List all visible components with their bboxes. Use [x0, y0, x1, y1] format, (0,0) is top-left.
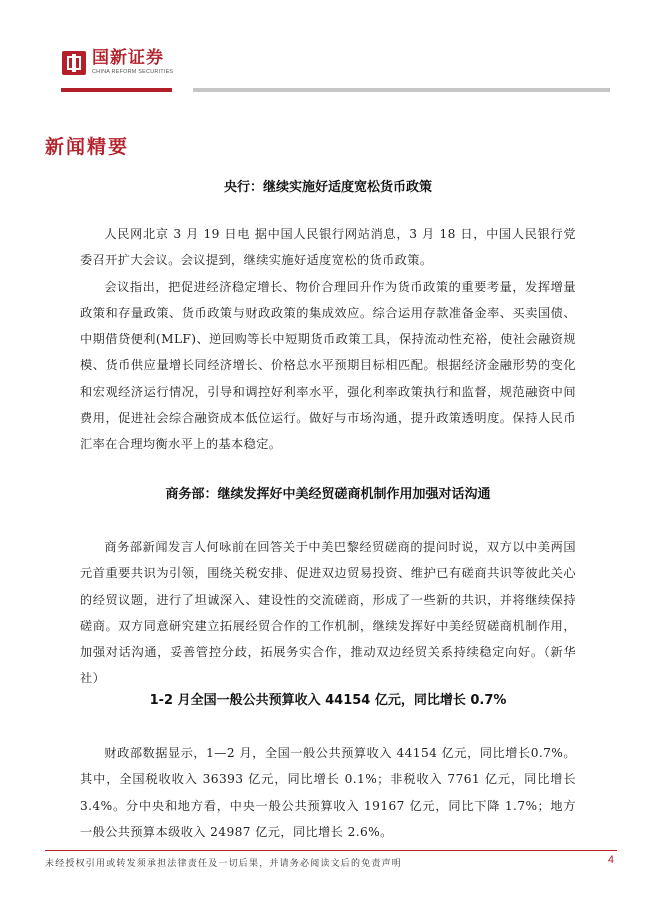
logo-mark-icon — [62, 51, 86, 75]
header-divider-red — [61, 88, 172, 92]
page-header — [0, 0, 662, 100]
news-article — [80, 484, 576, 692]
brand-logo — [62, 50, 173, 76]
header-divider-gray — [193, 88, 610, 92]
article-title: 1-2 月全国一般公共预算收入 44154 亿元，同比增长 0.7% — [149, 693, 507, 708]
article-title: 商务部：继续发挥好中美经贸磋商机制作用加强对话沟通 — [165, 487, 491, 502]
article-title: 央行：继续实施好适度宽松货币政策 — [223, 180, 432, 195]
article-paragraph: 财政部数据显示，1—2 月，全国一般公共预算收入 44154 亿元，同比增长0.7%。其中，全国税收收入 36393 亿元，同比增长 0.1%；非税收入 7761 亿元，同比增长 3.4%。分中央和地方看，中央一般公共预算收入 19167 亿元，同比下降 1.7%；地方一般公共预算本级收入 24987 亿元，同比增长 2.6%。 — [80, 746, 576, 839]
section-title: 新闻精要 — [45, 136, 130, 158]
footer-divider — [45, 850, 617, 851]
article-paragraph: 人民网北京 3 月 19 日电 据中国人民银行网站消息，3 月 18 日，中国人民银行党委召开扩大会议。会议提到，继续实施好适度宽松的货币政策。 — [80, 227, 576, 268]
article-paragraph: 商务部新闻发言人何咏前在回答关于中美巴黎经贸磋商的提问时说，双方以中美两国元首重要共识为引领，围绕关税安排、促进双边贸易投资、维护已有磋商共识等彼此关心的经贸议题，进行了坦诚深入、建设性的交流磋商，形成了一些新的共识，并将继续保持磋商。双方同意研究建立拓展经贸合作的工作机制，继续发挥好中美经贸磋商机制作用，加强对话沟通，妥善管控分歧，拓展务实合作，推动双边经贸关系持续稳定向好。（新华社） — [80, 540, 576, 686]
article-body — [80, 221, 576, 458]
logo-text — [92, 50, 173, 76]
page-number: 4 — [607, 854, 614, 866]
article-body — [80, 534, 576, 692]
news-article — [80, 177, 576, 458]
brand-name-en: CHINA REFORM SECURITIES — [92, 69, 174, 75]
article-body — [80, 740, 576, 845]
news-article — [80, 690, 576, 845]
article-paragraph: 会议指出，把促进经济稳定增长、物价合理回升作为货币政策的重要考量，发挥增量政策和存量政策、货币政策与财政政策的集成效应。综合运用存款准备金率、买卖国债、中期借贷便利(MLF)、逆回购等长中短期货币政策工具，保持流动性充裕，使社会融资规模、货币供应量增长同经济增长、价格总水平预期目标相匹配。根据经济金融形势的变化和宏观经济运行情况，引导和调控好利率水平，强化利率政策执行和监督，规范融资中间费用，促进社会综合融资成本低位运行。做好与市场沟通，提升政策透明度。保持人民币汇率在合理均衡水平上的基本稳定。 — [80, 279, 576, 452]
brand-name-cn: 国新证券 — [92, 48, 164, 68]
footer-disclaimer: 未经授权引用或转发须承担法律责任及一切后果，并请务必阅读文后的免责声明 — [45, 859, 403, 869]
